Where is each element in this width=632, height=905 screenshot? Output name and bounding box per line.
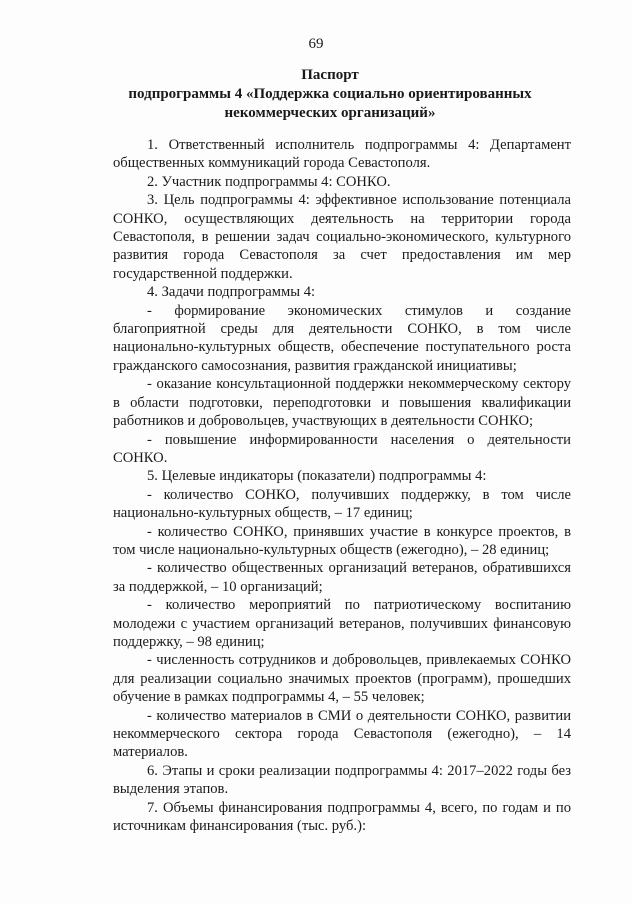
- indicator-item: - количество материалов в СМИ о деятельности СОНКО, развитии некоммерческого сектора города Севастополя (ежегодно), – 14 материалов.: [113, 707, 571, 761]
- indicator-item: - численность сотрудников и добровольцев, привлекаемых СОНКО для реализации социально значимых проектов (программ), прошедших обучение в рамках подпрограммы 4, – 55 человек;: [113, 652, 571, 706]
- paragraph-financing: 7. Объемы финансирования подпрограммы 4, всего, по годам и по источникам финансирования (тыс. руб.):: [113, 799, 571, 835]
- indicator-item: - количество СОНКО, получивших поддержку, в том числе национально-культурных обществ, – 17 единиц;: [113, 486, 571, 522]
- task-item: - формирование экономических стимулов и создание благоприятной среды для деятельности СОНКО, в том числе национально-культурных обществ, обеспечение поступательного роста гражданского самосознания, развития гражданской инициативы;: [113, 302, 571, 374]
- paragraph-responsible-executor: 1. Ответственный исполнитель подпрограммы 4: Департамент общественных коммуникаций города Севастополя.: [113, 137, 571, 172]
- title-line-3: некоммерческих организаций»: [224, 105, 436, 121]
- task-item: - оказание консультационной поддержки некоммерческому сектору в области подготовки, переподготовки и повышения квалификации работников и добровольцев, участвующих в деятельности СОНКО;: [113, 376, 571, 430]
- document-title: [110, 66, 550, 123]
- indicator-item: - количество мероприятий по патриотическому воспитанию молодежи с участием организаций ветеранов, получивших финансовую поддержку, – 98 единиц;: [113, 597, 571, 650]
- document-body: [113, 136, 571, 835]
- task-item: - повышение информированности населения о деятельности СОНКО.: [113, 431, 571, 466]
- paragraph-indicators-heading: 5. Целевые индикаторы (показатели) подпрограммы 4:: [147, 468, 487, 485]
- title-line-2: подпрограммы 4 «Поддержка социально ориентированных: [128, 86, 532, 102]
- title-line-1: Паспорт: [301, 67, 359, 83]
- page-number: 69: [308, 36, 324, 52]
- paragraph-tasks-heading: 4. Задачи подпрограммы 4:: [147, 284, 316, 301]
- paragraph-stages: 6. Этапы и сроки реализации подпрограммы 4: 2017–2022 годы без выделения этапов.: [113, 762, 571, 798]
- indicator-item: - количество общественных организаций ветеранов, обратившихся за поддержкой, – 10 организаций;: [113, 560, 571, 595]
- paragraph-participant: 2. Участник подпрограммы 4: СОНКО.: [147, 173, 391, 190]
- paragraph-goal: 3. Цель подпрограммы 4: эффективное использование потенциала СОНКО, осуществляющих деятельность на территории города Севастополя, в решении задач социально-экономического, культурного развития города Севастополя за счет предоставления им мер государственной поддержки.: [113, 192, 571, 282]
- indicator-item: - количество СОНКО, принявших участие в конкурсе проектов, в том числе национально-культурных обществ (ежегодно), – 28 единиц;: [113, 523, 571, 558]
